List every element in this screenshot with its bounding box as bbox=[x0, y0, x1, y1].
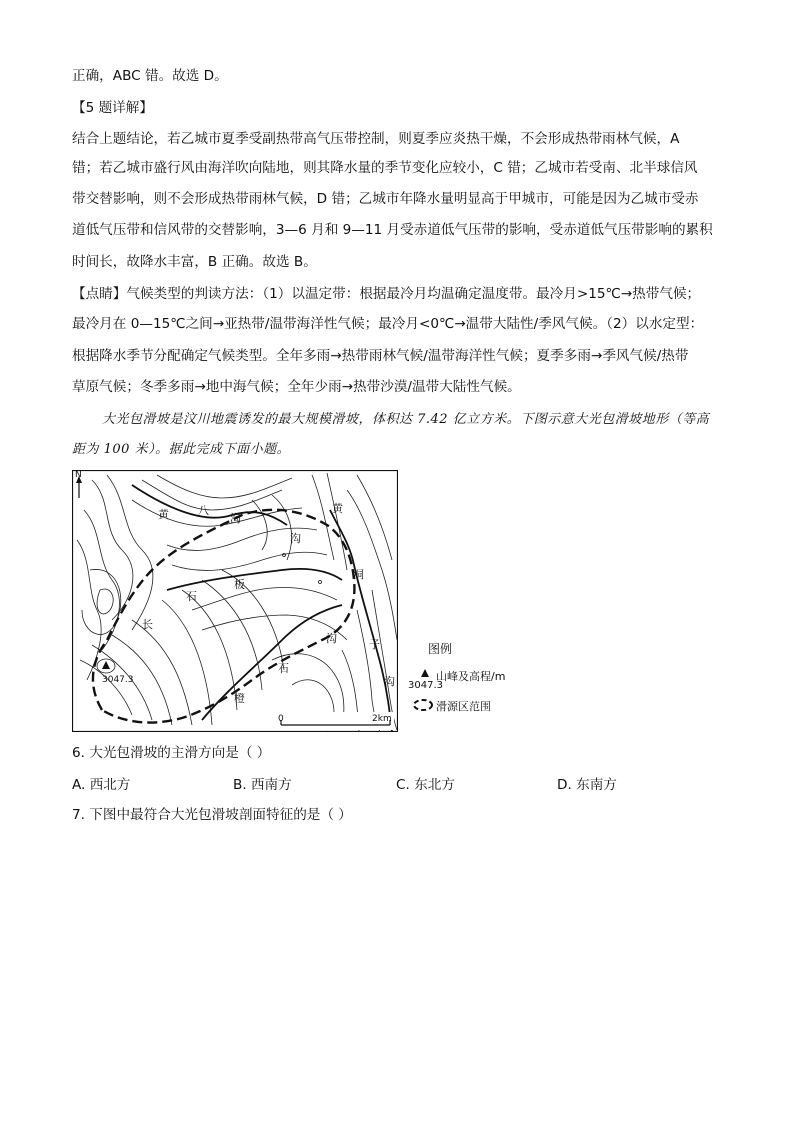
place-char: 沟 bbox=[326, 632, 337, 645]
text-line: 根据降水季节分配确定气候类型。全年多雨→热带雨林气候/温带海洋性气候；夏季多雨→季风气候/热带 bbox=[72, 348, 689, 364]
question-stem: 大光包滑坡是汶川地震诱发的最大规模滑坡，体积达 7.42 亿立方米。下图示意大光包滑坡地形（等高 bbox=[102, 412, 710, 427]
legend-peak-example: 3047.3 bbox=[408, 680, 443, 691]
north-label: N bbox=[75, 470, 82, 480]
place-char: 橙 bbox=[234, 692, 245, 705]
place-char: 沟 bbox=[230, 512, 241, 525]
place-char: 石 bbox=[186, 590, 197, 603]
peak-elevation: 3047.3 bbox=[102, 675, 134, 685]
place-char: 沟 bbox=[290, 532, 301, 545]
place-char: 黄 bbox=[158, 508, 169, 521]
legend-area-symbol bbox=[412, 698, 434, 715]
place-char: 八 bbox=[198, 504, 209, 517]
text-line: 错；若乙城市盛行风由海洋吹向陆地，则其降水量的季节变化应较小，C 错；乙城市若受南、北半球信风 bbox=[72, 160, 698, 176]
text-line: 最冷月在 0—15℃之间→亚热带/温带海洋性气候；最冷月<0℃→温带大陆性/季风气候。（2）以水定型： bbox=[72, 316, 704, 332]
place-char: 洞 bbox=[353, 568, 364, 581]
map-legend bbox=[404, 640, 524, 720]
scale-bar bbox=[276, 712, 394, 730]
scale-start-label: 0 bbox=[278, 714, 284, 724]
contour-map bbox=[72, 470, 398, 732]
legend-title: 图例 bbox=[428, 642, 453, 656]
place-char: 石 bbox=[278, 662, 289, 675]
legend-area-label: 滑源区范围 bbox=[436, 700, 491, 713]
scale-end-label: 2km bbox=[372, 714, 392, 724]
question-7: 7. 下图中最符合大光包滑坡剖面特征的是（ ） bbox=[72, 807, 352, 823]
text-line: 草原气候；冬季多雨→地中海气候；全年少雨→热带沙漠/温带大陆性气候。 bbox=[72, 379, 521, 395]
section-heading: 【5 题详解】 bbox=[72, 100, 153, 116]
option-b[interactable]: B. 西南方 bbox=[233, 777, 292, 793]
place-char: 沟 bbox=[384, 675, 395, 688]
option-a[interactable]: A. 西北方 bbox=[72, 777, 131, 793]
text-line: 【点睛】气候类型的判读方法：（1）以温定带：根据最冷月均温确定温度带。最冷月>15℃→热带气候； bbox=[72, 286, 701, 302]
place-char: 子 bbox=[369, 638, 380, 651]
place-char: 长 bbox=[142, 618, 153, 631]
text-line: 结合上题结论，若乙城市夏季受副热带高气压带控制，则夏季应炎热干燥，不会形成热带雨林气候，A bbox=[72, 131, 680, 147]
question-6: 6. 大光包滑坡的主滑方向是（ ） bbox=[72, 745, 271, 761]
option-d[interactable]: D. 东南方 bbox=[557, 777, 617, 793]
text-line: 正确，ABC 错。故选 D。 bbox=[72, 68, 228, 84]
question-stem: 距为 100 米）。据此完成下面小题。 bbox=[72, 442, 291, 457]
option-c[interactable]: C. 东北方 bbox=[396, 777, 455, 793]
place-char: 板 bbox=[234, 578, 245, 591]
text-line: 时间长，故降水丰富，B 正确。故选 B。 bbox=[72, 254, 317, 270]
text-line: 带交替影响，则不会形成热带雨林气候，D 错；乙城市年降水量明显高于甲城市，可能是因为乙城市受赤 bbox=[72, 191, 699, 207]
question-6-options bbox=[72, 773, 732, 795]
text-line: 道低气压带和信风带的交替影响，3—6 月和 9—11 月受赤道低气压带的影响，受赤道低气压带影响的累积 bbox=[72, 222, 713, 238]
place-char: 黄 bbox=[332, 502, 343, 515]
legend-peak-label: 山峰及高程/m bbox=[436, 670, 506, 683]
peak-icon bbox=[420, 668, 430, 678]
dashed-boundary-icon bbox=[412, 698, 434, 712]
